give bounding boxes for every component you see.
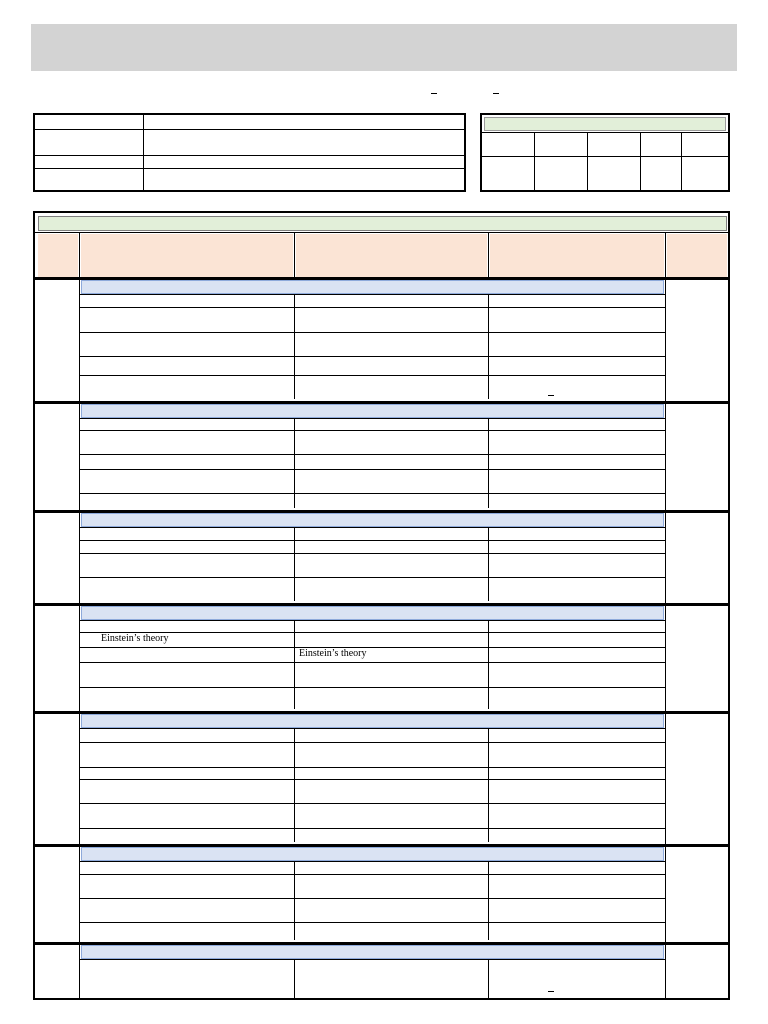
group-subheader [81, 847, 664, 861]
row-line [80, 687, 665, 688]
row-line [80, 828, 665, 829]
header-cell [81, 234, 293, 278]
row-line [80, 469, 665, 470]
group-subheader [81, 606, 664, 620]
main-table [33, 211, 730, 1000]
header-cell [38, 234, 78, 278]
column-line [488, 861, 489, 940]
row-line [80, 728, 665, 729]
row-line [80, 861, 665, 862]
column-line [294, 728, 295, 842]
group-subheader [81, 404, 664, 418]
row-line [80, 493, 665, 494]
header-cell [296, 234, 487, 278]
section-title-bar [38, 216, 727, 231]
score-table [480, 113, 730, 192]
row-line [80, 959, 665, 960]
row-line [80, 418, 665, 419]
row-line [80, 662, 665, 663]
header-line [35, 232, 728, 233]
header-cell [490, 234, 664, 278]
score-row-line [482, 132, 728, 133]
column-line [665, 232, 666, 998]
info-row [35, 155, 464, 156]
group-subheader [81, 945, 664, 959]
row-line [80, 294, 665, 295]
row-line [80, 742, 665, 743]
info-divider [143, 115, 144, 190]
row-line [80, 767, 665, 768]
column-line [488, 728, 489, 842]
row-line [80, 375, 665, 376]
row-line [80, 577, 665, 578]
row-line [80, 454, 665, 455]
header-cell [667, 234, 727, 278]
column-line [294, 418, 295, 508]
header-banner [31, 24, 737, 71]
row-line [80, 307, 665, 308]
row-line [80, 356, 665, 357]
column-line [294, 861, 295, 940]
row-line [80, 922, 665, 923]
row-line [80, 332, 665, 333]
column-line [294, 294, 295, 399]
score-col-line [640, 132, 641, 190]
row-line [80, 527, 665, 528]
column-line [488, 232, 489, 278]
column-line [294, 620, 295, 709]
row-line [80, 553, 665, 554]
blank-mark [548, 991, 554, 992]
score-table-header [484, 117, 726, 131]
row-line [80, 540, 665, 541]
score-col-line [681, 132, 682, 190]
group-subheader [81, 714, 664, 728]
column-line [488, 620, 489, 709]
row-line [80, 779, 665, 780]
blank-mark [493, 93, 499, 94]
info-row [35, 129, 464, 130]
row-line [80, 874, 665, 875]
column-line [488, 418, 489, 508]
info-row [35, 168, 464, 169]
blank-mark [431, 93, 437, 94]
score-row-line [482, 156, 728, 157]
column-line [294, 959, 295, 998]
group-subheader [81, 513, 664, 527]
note-text: Einstein’s theory [101, 633, 169, 644]
row-line [80, 430, 665, 431]
info-table [33, 113, 466, 192]
note-text: Einstein’s theory [299, 648, 367, 659]
score-col-line [534, 132, 535, 190]
row-line [80, 620, 665, 621]
blank-mark [548, 395, 554, 396]
column-line [79, 232, 80, 998]
column-line [294, 527, 295, 601]
column-line [488, 527, 489, 601]
row-line [80, 898, 665, 899]
score-col-line [587, 132, 588, 190]
column-line [488, 294, 489, 399]
group-subheader [81, 280, 664, 294]
column-line [488, 959, 489, 998]
row-line [80, 647, 665, 648]
column-line [294, 232, 295, 278]
row-line [80, 632, 665, 633]
row-line [80, 803, 665, 804]
